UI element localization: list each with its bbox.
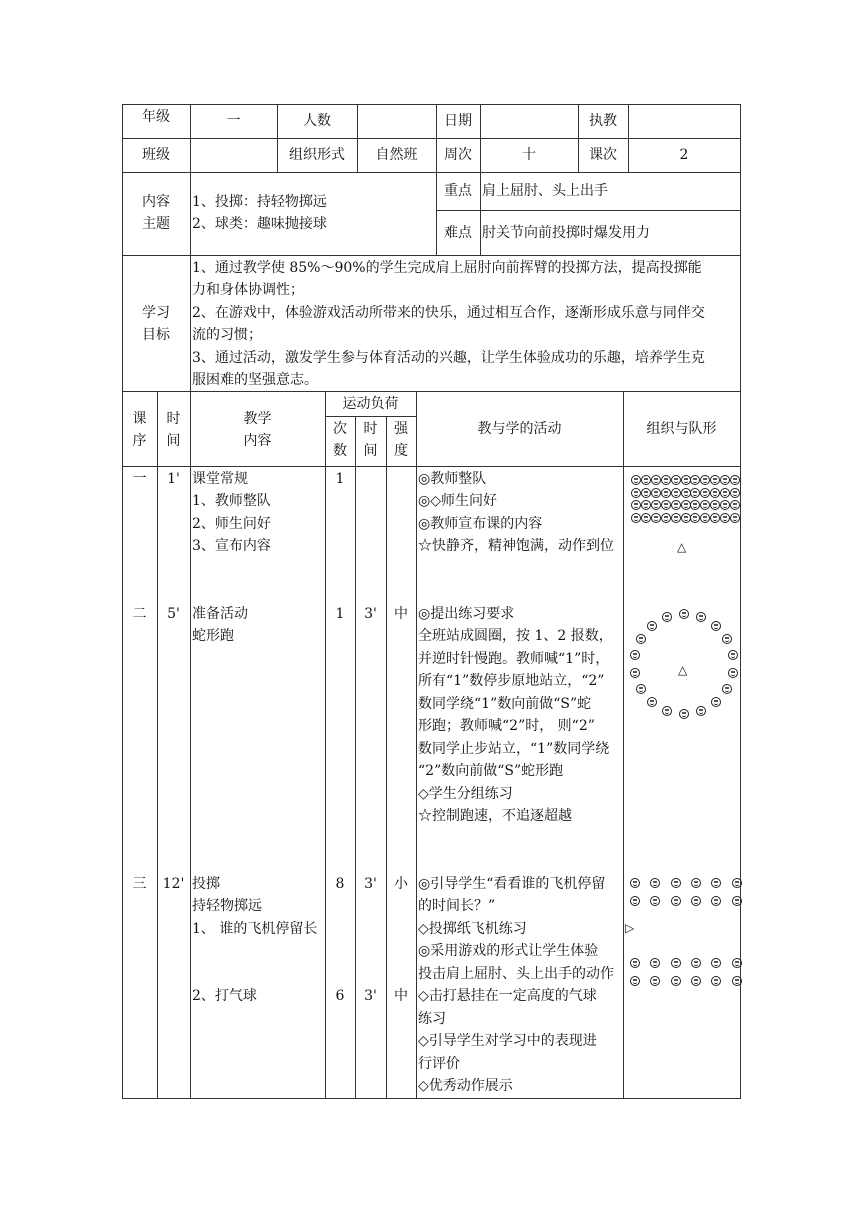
smiley-icon: [679, 609, 689, 619]
goal-line: 服困难的坚强意志。: [192, 372, 318, 388]
rule: [190, 391, 191, 1098]
smiley-icon: [691, 958, 701, 968]
smiley-icon: [732, 958, 742, 968]
smiley-icon: [671, 475, 681, 485]
smiley-icon: [711, 697, 721, 707]
org-value: 自然班: [375, 147, 418, 163]
smiley-icon: [647, 697, 657, 707]
section-count: 8: [335, 876, 345, 892]
week-value: 十: [522, 147, 536, 163]
smiley-icon: [711, 976, 721, 986]
activity-line: ◎教师宣布课的内容: [418, 516, 543, 532]
smiley-icon: [630, 958, 640, 968]
section-intensity: 中: [394, 988, 408, 1004]
col-load-intensity: 度: [394, 443, 408, 459]
activity-line: ☆控制跑速，不追逐超越: [418, 808, 572, 824]
activity-line: ◇投掷纸飞机练习: [418, 921, 527, 937]
smiley-icon: [641, 488, 651, 498]
smiley-icon: [630, 650, 640, 660]
class-label: 班级: [142, 147, 170, 163]
section-duration: 3': [364, 606, 377, 622]
section-content: 1、教师整队: [192, 493, 271, 509]
smiley-icon: [681, 475, 691, 485]
smiley-icon: [720, 475, 730, 485]
col-content: 教学: [243, 411, 272, 427]
triangle-icon: △: [678, 663, 688, 677]
section-count: 1: [335, 471, 345, 487]
content-label: 主题: [142, 216, 170, 232]
section-order: 二: [132, 606, 147, 622]
smiley-icon: [661, 488, 671, 498]
smiley-icon: [681, 513, 691, 523]
col-load-time: 时: [363, 421, 378, 437]
col-formation: 组织与队形: [646, 421, 717, 437]
col-time: 时: [166, 411, 181, 427]
lesson-label: 课次: [589, 147, 617, 163]
smiley-icon: [630, 976, 640, 986]
section-count: 6: [335, 988, 345, 1004]
smiley-icon: [711, 878, 721, 888]
rule: [190, 172, 191, 391]
smiley-icon: [690, 513, 700, 523]
smiley-icon: [730, 475, 740, 485]
activity-line: 形跑；教师喊“2”时， 则“2”: [418, 718, 595, 734]
activity-line: ◎提出练习要求: [418, 606, 515, 622]
col-activity: 教与学的活动: [477, 421, 562, 437]
goal-line: 1、通过教学使 85%～90%的学生完成肩上屈肘向前挥臂的投掷方法，提高投掷能: [192, 260, 702, 276]
smiley-icon: [671, 976, 681, 986]
smiley-icon: [631, 488, 641, 498]
section-content: 2、打气球: [192, 988, 257, 1004]
smiley-icon: [728, 668, 738, 678]
smiley-icon: [722, 684, 732, 694]
smiley-icon: [679, 709, 689, 719]
activity-line: ◇引导学生对学习中的表现进: [418, 1033, 597, 1049]
rule: [122, 138, 740, 139]
section-content: 1、 谁的飞机停留长: [192, 921, 318, 937]
smiley-icon: [732, 878, 742, 888]
activity-line: 数同学绕“1”数向前做“S”蛇: [418, 696, 592, 712]
activity-line: ◎教师整队: [418, 471, 487, 487]
smiley-icon: [671, 500, 681, 510]
count-label: 人数: [303, 113, 331, 129]
section-content: 准备活动: [192, 606, 248, 622]
goals-label: 目标: [142, 327, 170, 343]
smiley-icon: [662, 706, 672, 716]
col-load-intensity: 强: [394, 421, 408, 437]
activity-line: 投击肩上屈肘、头上出手的动作: [418, 966, 614, 982]
smiley-icon: [730, 513, 740, 523]
section-count: 1: [335, 606, 345, 622]
grade-value: 一: [226, 113, 241, 129]
smiley-icon: [711, 621, 721, 631]
smiley-icon: [691, 896, 701, 906]
activity-line: “2”数向前做“S”蛇形跑: [418, 763, 564, 779]
smiley-icon: [700, 475, 710, 485]
triangle-icon: △: [677, 540, 687, 554]
activity-line: ◇优秀动作展示: [418, 1078, 513, 1094]
smiley-icon: [636, 634, 646, 644]
col-time: 间: [166, 433, 181, 449]
rule: [325, 416, 416, 417]
smiley-icon: [671, 878, 681, 888]
smiley-icon: [651, 513, 661, 523]
smiley-icon: [671, 488, 681, 498]
smiley-icon: [690, 500, 700, 510]
rule: [740, 104, 741, 1099]
smiley-icon: [710, 488, 720, 498]
section-content: 蛇形跑: [192, 628, 234, 644]
section-time: 12': [162, 876, 185, 892]
section-order: 三: [132, 876, 147, 892]
smiley-icon: [650, 896, 660, 906]
rule: [416, 391, 417, 1098]
teacher-label: 执教: [589, 113, 617, 129]
smiley-icon: [630, 668, 640, 678]
rule: [157, 391, 158, 1098]
section-intensity: 中: [394, 606, 408, 622]
smiley-icon: [662, 612, 672, 622]
smiley-icon: [681, 488, 691, 498]
section-content: 持轻物掷远: [192, 898, 262, 914]
smiley-icon: [691, 878, 701, 888]
smiley-icon: [650, 976, 660, 986]
goal-line: 流的习惯；: [192, 327, 262, 343]
lesson-value: 2: [679, 147, 689, 163]
smiley-icon: [631, 513, 641, 523]
smiley-icon: [711, 958, 721, 968]
goals-label: 学习: [142, 305, 170, 321]
smiley-icon: [651, 500, 661, 510]
smiley-icon: [647, 621, 657, 631]
smiley-icon: [728, 650, 738, 660]
rule: [480, 104, 481, 255]
section-content: 课堂常规: [192, 471, 248, 487]
smiley-icon: [651, 488, 661, 498]
col-order: 序: [132, 433, 147, 449]
col-order: 课: [132, 411, 147, 427]
activity-line: 练习: [418, 1011, 446, 1027]
smiley-icon: [681, 500, 691, 510]
smiley-icon: [690, 488, 700, 498]
smiley-icon: [671, 958, 681, 968]
section-time: 5': [167, 606, 180, 622]
smiley-icon: [730, 488, 740, 498]
section-intensity: 小: [394, 876, 408, 892]
goal-line: 2、在游戏中，体验游戏活动所带来的快乐，通过相互合作，逐渐形成乐意与同伴交: [192, 305, 705, 321]
smiley-icon: [650, 878, 660, 888]
smiley-icon: [710, 500, 720, 510]
rule: [122, 466, 740, 467]
section-duration: 3': [364, 988, 377, 1004]
smiley-icon: [732, 896, 742, 906]
smiley-icon: [636, 684, 646, 694]
smiley-icon: [641, 513, 651, 523]
smiley-icon: [641, 475, 651, 485]
goal-line: 3、通过活动，激发学生参与体育活动的兴趣，让学生体验成功的乐趣，培养学生克: [192, 350, 705, 366]
section-duration: 3': [364, 876, 377, 892]
smiley-icon: [720, 488, 730, 498]
smiley-icon: [630, 896, 640, 906]
content-item: 1、投掷：持轻物掷远: [192, 194, 327, 210]
activity-line: 数同学止步站立，“1”数同学绕: [418, 741, 610, 757]
smiley-icon: [650, 958, 660, 968]
col-content: 内容: [243, 433, 272, 449]
activity-line: 所有“1”数停步原地站立，“2”: [418, 673, 605, 689]
smiley-icon: [651, 475, 661, 485]
smiley-icon: [722, 634, 732, 644]
smiley-icon: [671, 513, 681, 523]
smiley-icon: [732, 976, 742, 986]
smiley-icon: [720, 513, 730, 523]
smiley-icon: [671, 896, 681, 906]
smiley-icon: [700, 513, 710, 523]
section-content: 3、宣布内容: [192, 538, 271, 554]
rule: [122, 172, 740, 173]
rule: [122, 104, 123, 1099]
hard-value: 肘关节向前投掷时爆发用力: [482, 225, 650, 241]
smiley-icon: [691, 976, 701, 986]
rule: [122, 255, 740, 256]
org-label: 组织形式: [289, 147, 345, 163]
rule: [122, 104, 740, 105]
smiley-icon: [661, 513, 671, 523]
activity-line: 行评价: [418, 1056, 460, 1072]
smiley-icon: [631, 475, 641, 485]
activity-line: ◎采用游戏的形式让学生体验: [418, 943, 599, 959]
col-load-count: 次: [333, 421, 347, 437]
section-order: 一: [132, 471, 147, 487]
rule: [122, 1098, 740, 1099]
smiley-icon: [700, 488, 710, 498]
activity-line: ◇学生分组练习: [418, 786, 513, 802]
goal-line: 力和身体协调性；: [192, 282, 304, 298]
smiley-icon: [711, 896, 721, 906]
activity-line: 全班站成圆圈，按 1、2 报数，: [418, 628, 613, 644]
activity-line: ◎引导学生“看看谁的飞机停留: [418, 876, 606, 892]
section-time: 1': [167, 471, 180, 487]
smiley-icon: [720, 500, 730, 510]
smiley-icon: [690, 475, 700, 485]
smiley-icon: [641, 500, 651, 510]
content-label: 内容: [142, 194, 170, 210]
section-content: 2、师生问好: [192, 516, 271, 532]
smiley-icon: [631, 500, 641, 510]
smiley-icon: [700, 500, 710, 510]
smiley-icon: [661, 475, 671, 485]
col-load-count: 数: [333, 443, 347, 459]
col-load: 运动负荷: [342, 396, 399, 412]
content-item: 2、球类：趣味抛接球: [192, 216, 327, 232]
grade-label: 年级: [142, 109, 170, 125]
section-content: 投掷: [192, 876, 220, 892]
smiley-icon: [710, 513, 720, 523]
activity-line: ◎◇师生问好: [418, 493, 497, 509]
rule: [436, 210, 740, 211]
activity-line: ☆快静齐，精神饱满，动作到位: [418, 538, 614, 554]
smiley-icon: [710, 475, 720, 485]
smiley-icon: [696, 706, 706, 716]
key-value: 肩上屈肘、头上出手: [482, 183, 608, 199]
activity-line: ◇击打悬挂在一定高度的气球: [418, 988, 597, 1004]
smiley-icon: [696, 612, 706, 622]
week-label: 周次: [444, 147, 472, 163]
activity-line: 的时间长？”: [418, 898, 496, 914]
smiley-icon: [730, 500, 740, 510]
date-label: 日期: [444, 113, 472, 129]
col-load-time: 间: [363, 443, 378, 459]
smiley-icon: [630, 878, 640, 888]
rule: [623, 391, 624, 1098]
activity-line: 并逆时针慢跑。教师喊“1”时，: [418, 651, 610, 667]
key-label: 重点: [444, 183, 472, 199]
smiley-icon: [661, 500, 671, 510]
hard-label: 难点: [444, 225, 472, 241]
right-triangle-icon: ▷: [625, 921, 635, 935]
